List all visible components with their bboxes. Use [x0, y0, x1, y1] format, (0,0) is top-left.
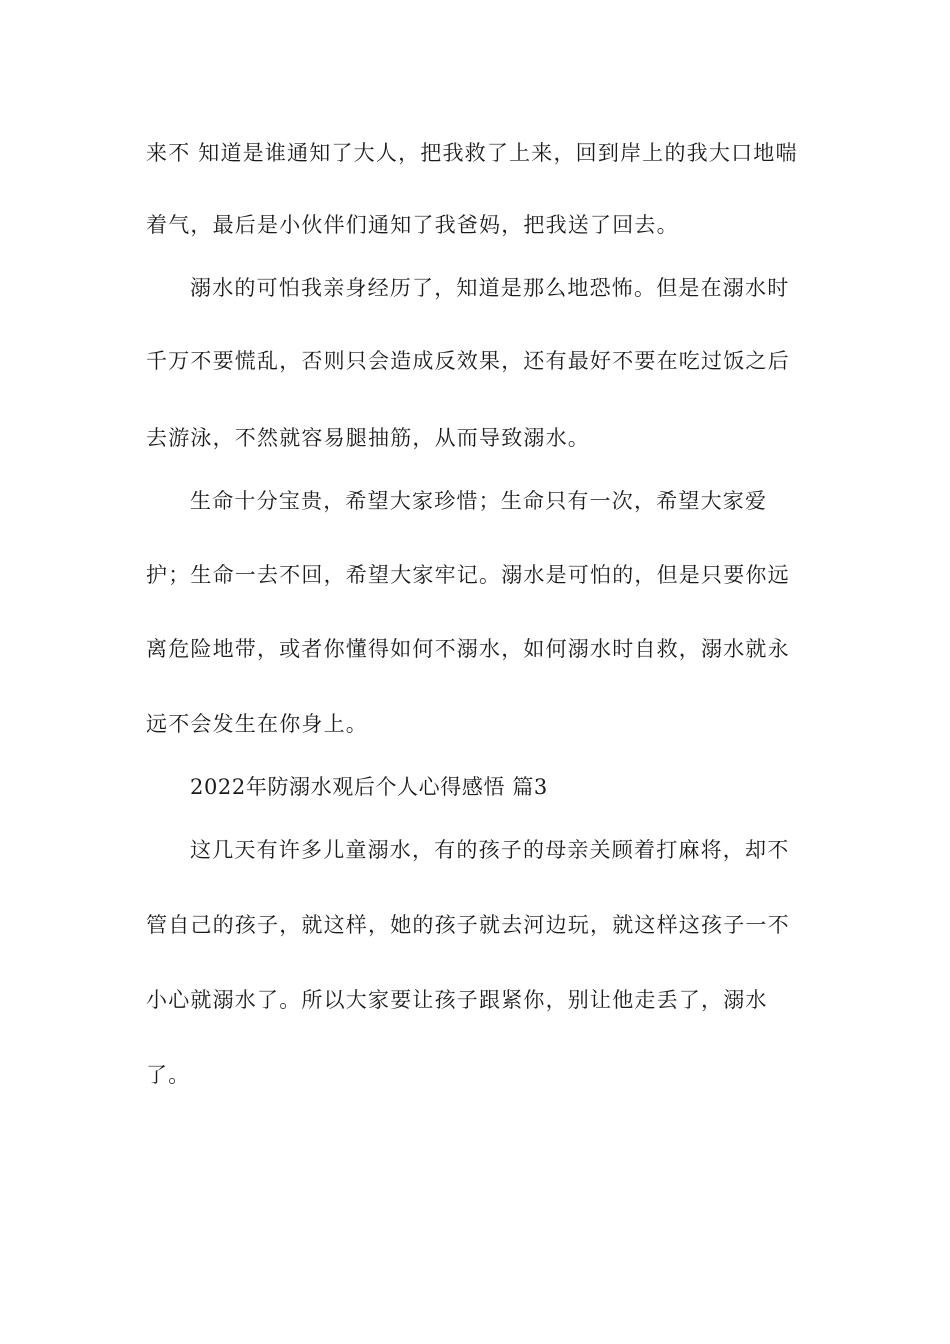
paragraph-4-line-4: 了。	[146, 1063, 191, 1087]
paragraph-4-line-3: 小心就溺水了。所以大家要让孩子跟紧你，别让他走丢了，溺水	[146, 988, 768, 1012]
paragraph-1-line-1: 来不 知道是谁通知了大人，把我救了上来，回到岸上的我大口地喘	[146, 141, 798, 165]
paragraph-2-line-1: 溺水的可怕我亲身经历了，知道是那么地恐怖。但是在溺水时	[190, 276, 790, 300]
paragraph-3-line-2: 护；生命一去不回，希望大家牢记。溺水是可怕的，但是只要你远	[146, 563, 790, 587]
section-heading: 2022年防溺水观后个人心得感悟 篇3	[190, 775, 548, 799]
paragraph-4-line-2: 管自己的孩子，就这样，她的孩子就去河边玩，就这样这孩子一不	[146, 913, 790, 937]
paragraph-2-line-2: 千万不要慌乱，否则只会造成反效果，还有最好不要在吃过饭之后	[146, 349, 790, 373]
paragraph-3-line-3: 离危险地带，或者你懂得如何不溺水，如何溺水时自救，溺水就永	[146, 637, 790, 661]
paragraph-3-line-1: 生命十分宝贵，希望大家珍惜；生命只有一次，希望大家爱	[190, 489, 768, 513]
paragraph-4-line-1: 这几天有许多儿童溺水，有的孩子的母亲关顾着打麻将，却不	[190, 838, 790, 862]
paragraph-3-line-4: 远不会发生在你身上。	[146, 712, 368, 736]
paragraph-2-line-3: 去游泳，不然就容易腿抽筋，从而导致溺水。	[146, 426, 590, 450]
paragraph-1-line-2: 着气，最后是小伙伴们通知了我爸妈，把我送了回去。	[146, 213, 679, 237]
